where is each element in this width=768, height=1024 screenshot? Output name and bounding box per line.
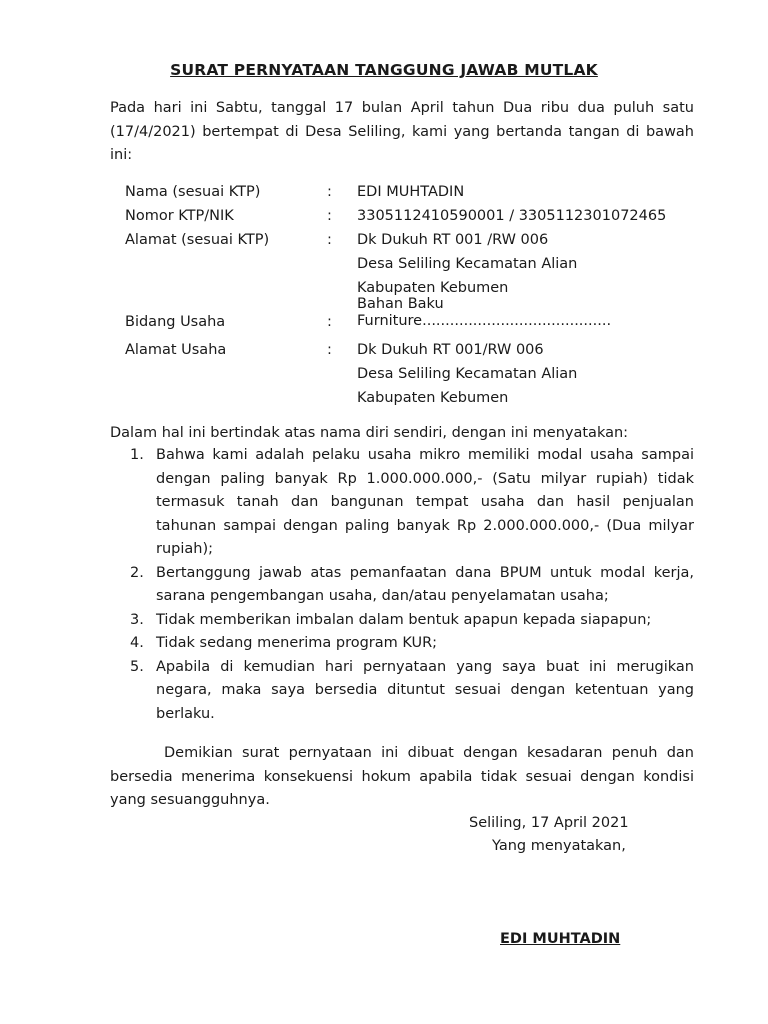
- list-number: 4.: [130, 635, 144, 651]
- list-item: [110, 656, 694, 727]
- list-item: [110, 632, 694, 656]
- place-date: Seliling, 17 April 2021: [469, 815, 629, 831]
- list-text: Apabila di kemudian hari pernyataan yang saya buat ini merugikan negara, maka saya bersedia dituntut sesuai dengan ketentuan yang berlaku.: [156, 658, 694, 722]
- address-line-1: Dk Dukuh RT 001 /RW 006: [357, 232, 549, 248]
- nik-label: Nomor KTP/NIK: [125, 208, 234, 224]
- business-address-line-3: Kabupaten Kebumen: [357, 390, 509, 406]
- business-label: Bidang Usaha: [125, 314, 226, 330]
- business-address-line-2: Desa Seliling Kecamatan Alian: [357, 366, 578, 382]
- nik-value: 3305112410590001 / 3305112301072465: [357, 208, 667, 224]
- list-text: Bahwa kami adalah pelaku usaha mikro memiliki modal usaha sampai dengan paling banyak Rp 1.000.000.000,- (Satu milyar rupiah) tidak termasuk tanah dan bangunan tempat usaha dan hasil penjualan tahunan sampai dengan paling banyak Rp 2.000.000.000,- (Dua milyar rupiah);: [156, 447, 694, 557]
- business-address-line-1: Dk Dukuh RT 001/RW 006: [357, 342, 544, 358]
- list-number: 3.: [130, 611, 144, 628]
- address-label: Alamat (sesuai KTP): [125, 232, 270, 248]
- business-value: Bahan Baku Furniture.........................................: [357, 296, 612, 329]
- closing-paragraph: Demikian surat pernyataan ini dibuat dengan kesadaran penuh dan bersedia menerima konsekuensi hokum apabila tidak sesuai dengan kondisi yang sesuangguhnya.: [110, 745, 694, 808]
- colon: :: [327, 232, 332, 248]
- business-address-label: Alamat Usaha: [125, 342, 227, 358]
- colon: :: [327, 184, 332, 200]
- name-label: Nama (sesuai KTP): [125, 184, 261, 200]
- list-number: 5.: [130, 658, 144, 675]
- statement-lead: Dalam hal ini bertindak atas nama diri sendiri, dengan ini menyatakan:: [110, 425, 629, 441]
- name-value: EDI MUHTADIN: [357, 184, 465, 200]
- signer-name: EDI MUHTADIN: [500, 931, 621, 947]
- list-text: Bertanggung jawab atas pemanfaatan dana BPUM untuk modal kerja, sarana pengembangan usaha, dan/atau penyelamatan usaha;: [156, 564, 694, 604]
- statement-list: [110, 444, 694, 726]
- intro-paragraph: Pada hari ini Sabtu, tanggal 17 bulan April tahun Dua ribu dua puluh satu (17/4/2021) bertempat di Desa Seliling, kami yang bertanda tangan di bawah ini:: [110, 100, 694, 163]
- address-line-2: Desa Seliling Kecamatan Alian: [357, 256, 578, 272]
- list-item: [110, 444, 694, 562]
- colon: :: [327, 342, 332, 358]
- declarant-label: Yang menyatakan,: [492, 838, 626, 854]
- colon: :: [327, 314, 332, 330]
- list-number: 2.: [130, 564, 144, 581]
- list-text: Tidak memberikan imbalan dalam bentuk apapun kepada siapapun;: [156, 611, 652, 628]
- list-text: Tidak sedang menerima program KUR;: [156, 635, 438, 651]
- list-item: [110, 609, 694, 633]
- colon: :: [327, 208, 332, 224]
- document-title: SURAT PERNYATAAN TANGGUNG JAWAB MUTLAK: [170, 61, 598, 79]
- list-number: 1.: [130, 447, 144, 463]
- list-item: [110, 562, 694, 609]
- address-line-3: Kabupaten Kebumen: [357, 280, 509, 296]
